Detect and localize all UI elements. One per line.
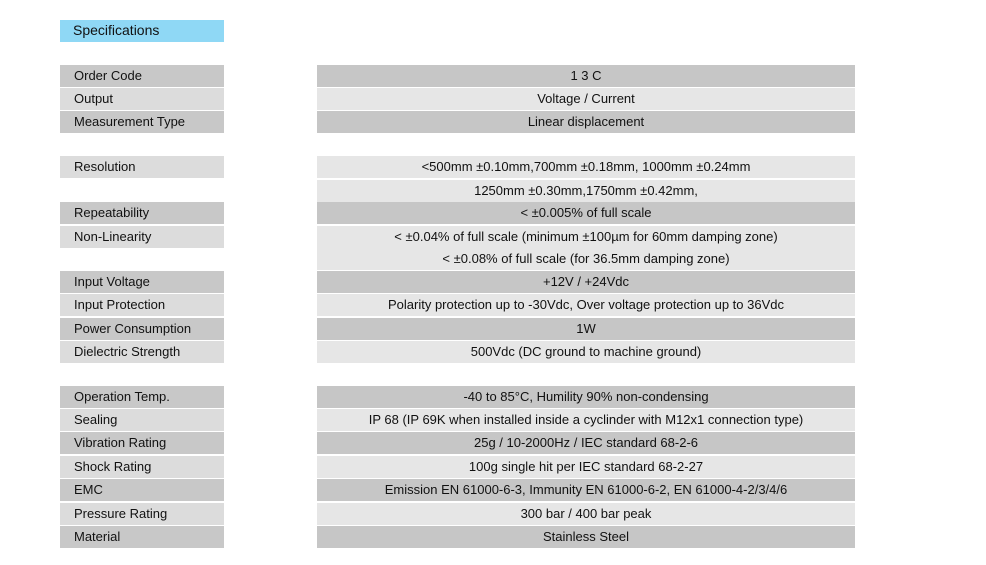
spec-label: Operation Temp. (60, 386, 224, 408)
spec-row-resolution-cont (0, 180, 986, 202)
spec-value: 1250mm ±0.30mm,1750mm ±0.42mm, (317, 180, 855, 202)
spec-row-material (0, 526, 986, 548)
spec-row-repeatability (0, 202, 986, 224)
specifications-title: Specifications (60, 20, 224, 42)
spec-value: Voltage / Current (317, 88, 855, 110)
spec-label: Resolution (60, 156, 224, 178)
spec-row-input-voltage (0, 271, 986, 293)
spec-row-measurement-type (0, 111, 986, 133)
spec-value: 100g single hit per IEC standard 68-2-27 (317, 456, 855, 478)
spec-value: +12V / +24Vdc (317, 271, 855, 293)
spec-row-power-consumption (0, 318, 986, 340)
spec-row-operation-temp (0, 386, 986, 408)
spec-label: Pressure Rating (60, 503, 224, 525)
spec-label: EMC (60, 479, 224, 501)
spec-value: 1 3 C (317, 65, 855, 87)
spec-value: < ±0.04% of full scale (minimum ±100µm for 60mm damping zone) (317, 226, 855, 248)
spec-row-dielectric-strength (0, 341, 986, 363)
spec-value: 300 bar / 400 bar peak (317, 503, 855, 525)
spec-label: Dielectric Strength (60, 341, 224, 363)
spec-label: Shock Rating (60, 456, 224, 478)
spec-value: < ±0.005% of full scale (317, 202, 855, 224)
spec-label (60, 248, 224, 270)
spec-label: Measurement Type (60, 111, 224, 133)
spec-row-input-protection (0, 294, 986, 316)
spec-label: Repeatability (60, 202, 224, 224)
spec-label: Material (60, 526, 224, 548)
spec-row-non-linearity (0, 226, 986, 248)
spec-row-pressure-rating (0, 503, 986, 525)
spec-row-sealing (0, 409, 986, 431)
spec-value: IP 68 (IP 69K when installed inside a cyclinder with M12x1 connection type) (317, 409, 855, 431)
spec-value: Polarity protection up to -30Vdc, Over voltage protection up to 36Vdc (317, 294, 855, 316)
spec-label (60, 180, 224, 202)
spec-label: Vibration Rating (60, 432, 224, 454)
spec-row-resolution (0, 156, 986, 178)
spec-label: Sealing (60, 409, 224, 431)
spec-value: 25g / 10-2000Hz / IEC standard 68-2-6 (317, 432, 855, 454)
spec-value: 1W (317, 318, 855, 340)
spec-row-vibration-rating (0, 432, 986, 454)
spec-value: Linear displacement (317, 111, 855, 133)
spec-value: -40 to 85°C, Humility 90% non-condensing (317, 386, 855, 408)
spec-label: Power Consumption (60, 318, 224, 340)
spec-label: Output (60, 88, 224, 110)
spec-value: 500Vdc (DC ground to machine ground) (317, 341, 855, 363)
spec-value: < ±0.08% of full scale (for 36.5mm damping zone) (317, 248, 855, 270)
spec-label: Input Voltage (60, 271, 224, 293)
spec-row-emc (0, 479, 986, 501)
spec-value: <500mm ±0.10mm,700mm ±0.18mm, 1000mm ±0.24mm (317, 156, 855, 178)
spec-row-order-code (0, 65, 986, 87)
spec-row-output (0, 88, 986, 110)
spec-row-non-linearity-cont (0, 248, 986, 270)
spec-label: Non-Linearity (60, 226, 224, 248)
spec-label: Input Protection (60, 294, 224, 316)
spec-value: Emission EN 61000-6-3, Immunity EN 61000-6-2, EN 61000-4-2/3/4/6 (317, 479, 855, 501)
spec-row-shock-rating (0, 456, 986, 478)
spec-label: Order Code (60, 65, 224, 87)
spec-value: Stainless Steel (317, 526, 855, 548)
